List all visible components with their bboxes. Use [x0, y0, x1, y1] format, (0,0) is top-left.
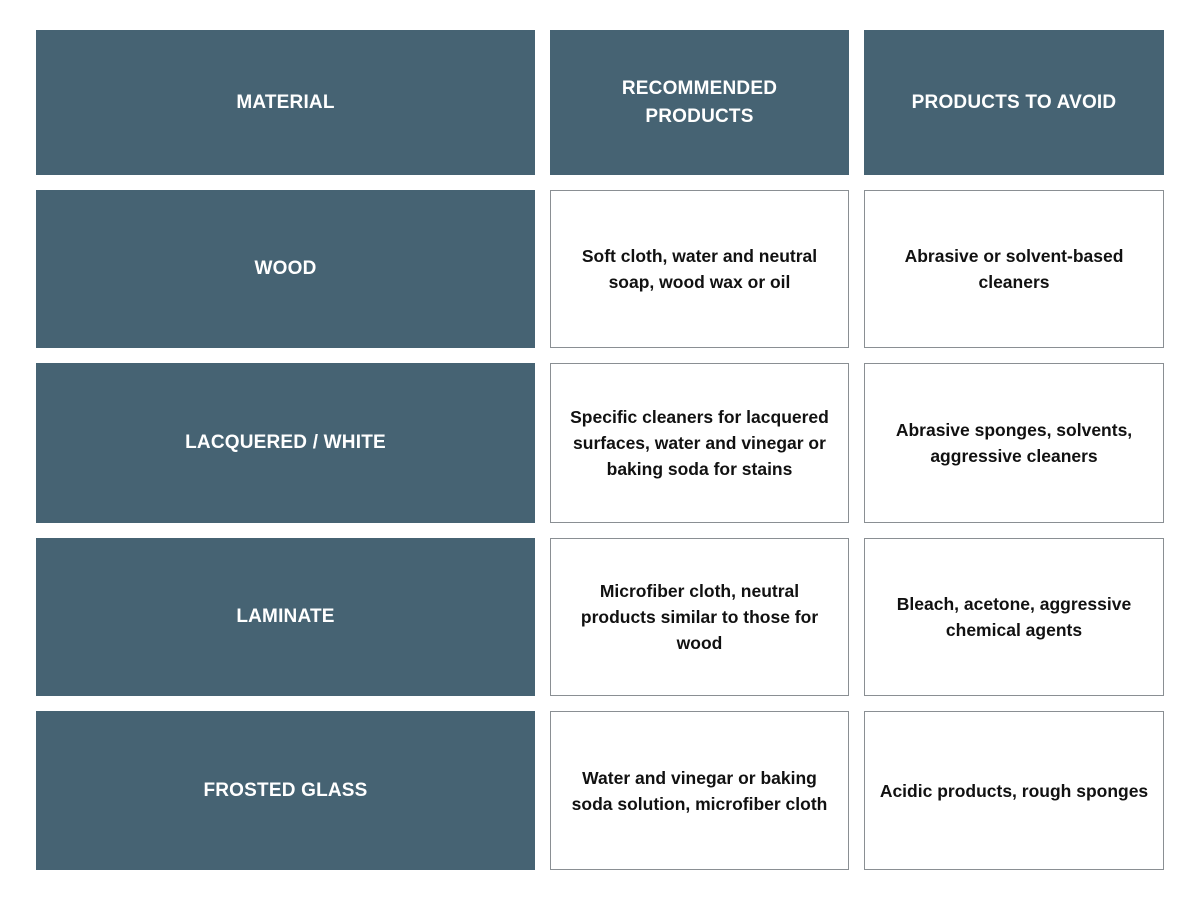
avoid-text-line: cleaners [978, 272, 1050, 292]
avoid-text-line: Abrasive or solvent-based [904, 246, 1124, 266]
recommended-text-line: soda solution, microfiber cloth [571, 793, 828, 814]
recommended-text-line: surfaces, water and vinegar or [573, 433, 826, 453]
recommended-text-line: products similar to those for [580, 607, 819, 627]
avoid-cell [864, 538, 1164, 696]
table-row [36, 538, 1164, 696]
header-material [36, 30, 535, 175]
material-label: LAMINATE [236, 606, 335, 627]
recommended-cell [550, 363, 849, 523]
recommended-text-line: Microfiber cloth, neutral [599, 581, 800, 601]
header-recommended-label-line2: PRODUCTS [645, 105, 754, 127]
avoid-text-line: Bleach, acetone, aggressive [896, 594, 1132, 614]
recommended-text-line: baking soda for stains [606, 459, 793, 479]
table-row [36, 711, 1164, 870]
recommended-text-line: Soft cloth, water and neutral [581, 246, 818, 266]
material-label: FROSTED GLASS [203, 779, 368, 801]
avoid-cell [864, 363, 1164, 523]
recommended-text-line: Water and vinegar or baking [582, 767, 817, 788]
header-avoid-label: PRODUCTS TO AVOID [911, 91, 1117, 113]
material-cell [36, 190, 535, 348]
header-material-label: MATERIAL [236, 91, 335, 113]
material-label: WOOD [254, 258, 317, 279]
header-recommended-label-line1: RECOMMENDED [621, 77, 778, 99]
recommended-cell [550, 538, 849, 696]
avoid-text-line: aggressive cleaners [930, 446, 1098, 466]
table-row [36, 190, 1164, 348]
recommended-cell [550, 711, 849, 870]
avoid-text-line: Acidic products, rough sponges [879, 780, 1149, 801]
table-header-row [36, 30, 1164, 175]
material-label: LACQUERED / WHITE [185, 432, 386, 453]
header-recommended-products [550, 30, 849, 175]
avoid-cell [864, 711, 1164, 870]
avoid-text-line: chemical agents [945, 620, 1083, 640]
recommended-cell [550, 190, 849, 348]
avoid-cell [864, 190, 1164, 348]
recommended-text-line: soap, wood wax or oil [608, 272, 791, 292]
material-cell [36, 363, 535, 523]
material-cell [36, 538, 535, 696]
recommended-text-line: wood [676, 633, 723, 653]
avoid-text-line: Abrasive sponges, solvents, [895, 420, 1133, 440]
header-products-to-avoid [864, 30, 1164, 175]
material-cell [36, 711, 535, 870]
recommended-text-line: Specific cleaners for lacquered [570, 407, 829, 427]
table-row [36, 363, 1164, 523]
